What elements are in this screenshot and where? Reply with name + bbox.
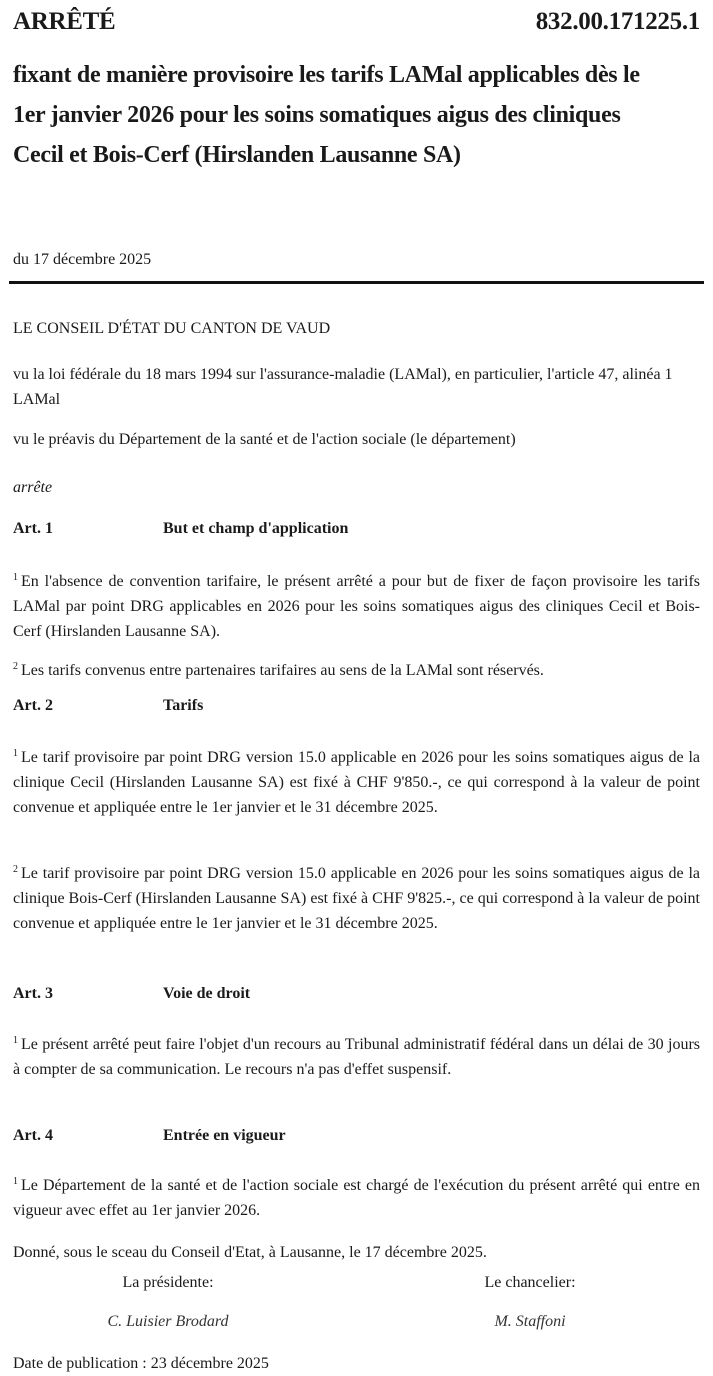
president-signature: C. Luisier Brodard (107, 1313, 229, 1330)
document-type: ARRÊTÉ (13, 8, 116, 35)
chancellor-signature: M. Staffoni (494, 1313, 566, 1330)
given-under-seal: Donné, sous le sceau du Conseil d'Etat, à Lausanne, le 17 décembre 2025. (13, 1244, 487, 1261)
president-label: La présidente: (122, 1274, 214, 1291)
publication-date: Date de publication : 23 décembre 2025 (13, 1355, 269, 1372)
preamble-vu-department: vu le préavis du Département de la santé et de l'action sociale (le département) (13, 431, 516, 448)
article-2-number: Art. 2 (13, 697, 53, 714)
paragraph-number: 2 (13, 661, 18, 672)
article-1-number: Art. 1 (13, 520, 53, 537)
article-2-title: Tarifs (163, 697, 204, 714)
paragraph-number: 1 (13, 572, 18, 583)
paragraph-text: En l'absence de convention tarifaire, le présent arrêté a pour but de fixer de façon provisoire les tarifs LAMal par point DRG applicables en 2026 pour les soins somatiques aigus des cliniques Cecil et Bois-Cerf (Hirslanden Lausanne SA). (13, 573, 700, 640)
paragraph-text: Le présent arrêté peut faire l'objet d'un recours au Tribunal administratif fédéral dans un délai de 30 jours à compter de sa communication. Le recours n'a pas d'effet suspensif. (13, 1036, 700, 1078)
paragraph-number: 1 (13, 748, 18, 759)
document-title: fixant de manière provisoire les tarifs LAMal applicables dès le 1er janvier 2026 pour les soins somatiques aigus des cliniques Cecil et Bois-Cerf (Hirslanden Lausanne SA) (13, 62, 640, 168)
article-4-title: Entrée en vigueur (163, 1127, 286, 1144)
paragraph-number: 2 (13, 864, 18, 875)
article-4-number: Art. 4 (13, 1127, 53, 1144)
article-3-title: Voie de droit (163, 985, 251, 1002)
article-4-paragraph-1 (13, 1169, 700, 1223)
article-1-paragraph-2 (13, 654, 700, 683)
paragraph-text: Le Département de la santé et de l'action sociale est chargé de l'exécution du présent arrêté qui entre en vigueur avec effet au 1er janvier 2026. (13, 1177, 700, 1219)
issuing-authority: LE CONSEIL D'ÉTAT DU CANTON DE VAUD (13, 320, 331, 337)
article-2-paragraph-2 (13, 857, 700, 936)
article-2-paragraph-1 (13, 741, 700, 820)
article-3-paragraph-1 (13, 1028, 700, 1082)
article-1-title: But et champ d'application (163, 520, 349, 537)
paragraph-text: Les tarifs convenus entre partenaires tarifaires au sens de la LAMal sont réservés. (21, 662, 544, 679)
paragraph-number: 1 (13, 1176, 18, 1187)
paragraph-text: Le tarif provisoire par point DRG version 15.0 applicable en 2026 pour les soins somatiques aigus de la clinique Bois-Cerf (Hirslanden Lausanne SA) est fixé à CHF 9'825.-, ce qui correspond à la valeur de point convenue et appliquée entre le 1er janvier et le 31 décembre 2025. (13, 865, 700, 932)
document-date: du 17 décembre 2025 (13, 251, 152, 268)
chancellor-label: Le chancelier: (484, 1274, 576, 1291)
document-reference: 832.00.171225.1 (535, 8, 700, 35)
header-divider (9, 281, 704, 284)
article-3-number: Art. 3 (13, 985, 53, 1002)
preamble-vu-law: vu la loi fédérale du 18 mars 1994 sur l'assurance-maladie (LAMal), en particulier, l'article 47, alinéa 1 LAMal (13, 366, 673, 408)
preamble-arrete: arrête (13, 479, 53, 496)
paragraph-text: Le tarif provisoire par point DRG version 15.0 applicable en 2026 pour les soins somatiques aigus de la clinique Cecil (Hirslanden Lausanne SA) est fixé à CHF 9'850.-, ce qui correspond à la valeur de point convenue et appliquée entre le 1er janvier et le 31 décembre 2025. (13, 749, 700, 816)
paragraph-number: 1 (13, 1035, 18, 1046)
article-1-paragraph-1 (13, 565, 700, 644)
